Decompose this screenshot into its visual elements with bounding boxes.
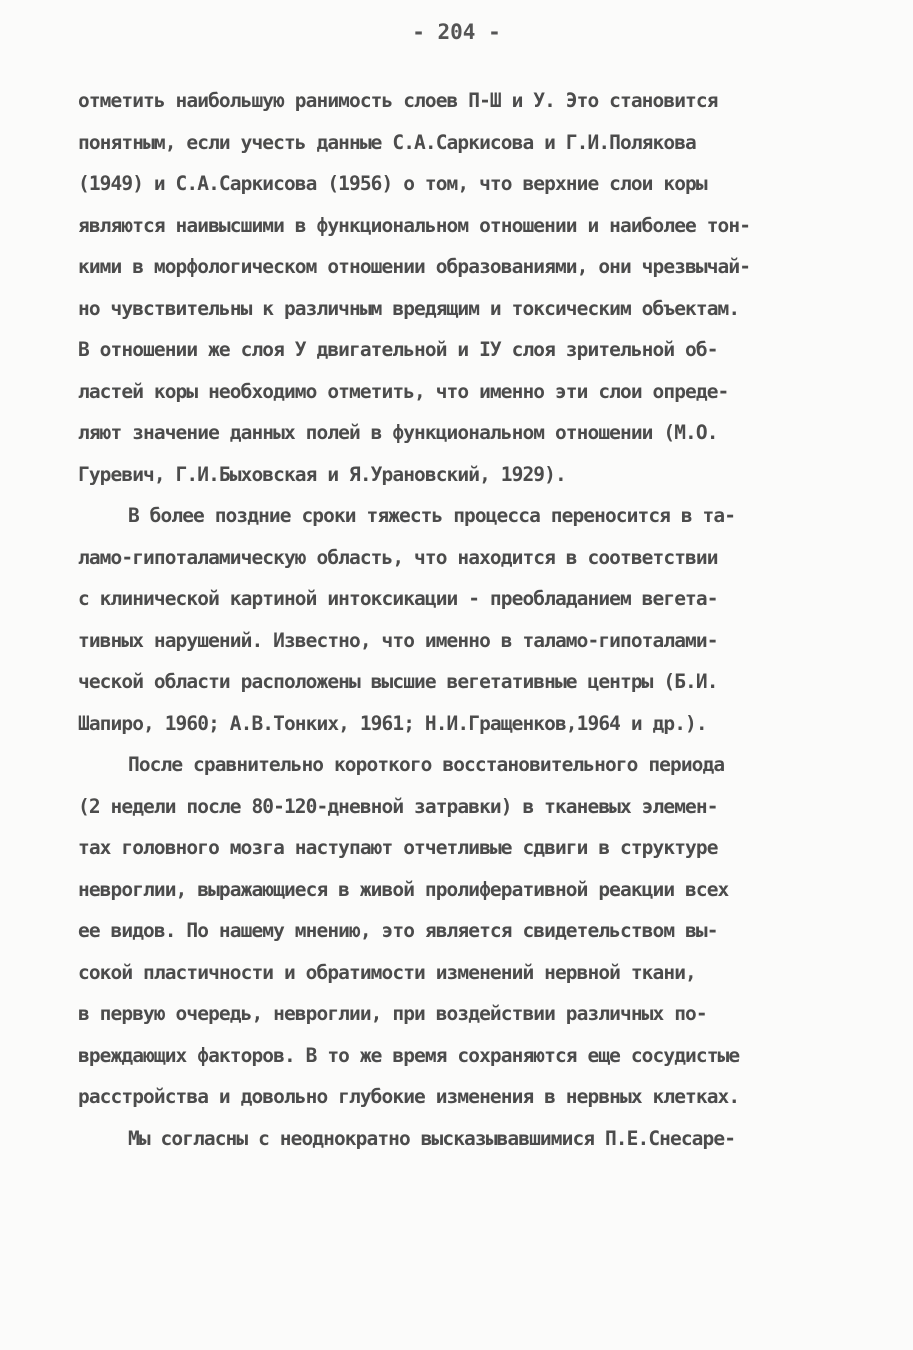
page-number: - 204 - — [412, 20, 501, 44]
text-line: ее видов. По нашему мнению, это является свидетельством вы- — [78, 919, 718, 942]
text-line: с клинической картиной интоксикации - преобладанием вегета- — [78, 587, 718, 610]
text-line: ческой области расположены высшие вегетативные центры (Б.И. — [78, 670, 718, 693]
paragraph-first-line: Мы согласны с неоднократно высказывавшимися П.Е.Снесаре- — [128, 1126, 736, 1150]
text-line: в первую очередь, невроглии, при воздействии различных по- — [78, 1002, 707, 1025]
text-line: ляют значение данных полей в функциональном отношении (М.О. — [78, 421, 718, 444]
document-body — [78, 80, 848, 1159]
text-line: ламо-гипоталамическую область, что находится в соответствии — [78, 545, 718, 569]
text-line: тивных нарушений. Известно, что именно в таламо-гипоталами- — [78, 628, 718, 652]
text-line: расстройства и довольно глубокие изменения в нервных клетках. — [78, 1085, 740, 1108]
paragraph-first-line: После сравнительно короткого восстановительного периода — [128, 753, 725, 776]
text-line: В отношении же слоя У двигательной и IУ слоя зрительной об- — [78, 338, 718, 361]
text-line: являются наивысшими в функциональном отношении и наиболее тон- — [78, 213, 751, 237]
text-line: тах головного мозга наступают отчетливые сдвиги в структуре — [78, 836, 718, 859]
text-line: сокой пластичности и обратимости изменений нервной ткани, — [78, 960, 696, 984]
text-line: но чувствительны к различным вредящим и токсическим объектам. — [78, 296, 740, 320]
text-line: Шапиро, 1960; А.В.Тонких, 1961; Н.И.Гращенков,1964 и др.). — [78, 711, 707, 735]
text-line: вреждающих факторов. В то же время сохраняются еще сосудистые — [78, 1043, 740, 1067]
text-line: ластей коры необходимо отметить, что именно эти слои опреде- — [78, 379, 729, 403]
text-line: невроглии, выражающиеся в живой пролиферативной реакции всех — [78, 877, 729, 901]
text-line: отметить наибольшую ранимость слоев П-Ш и У. Это становится — [78, 89, 718, 112]
text-line: Гуревич, Г.И.Быховская и Я.Урановский, 1929). — [78, 462, 566, 486]
text-line: (2 недели после 80-120-дневной затравки) в тканевых элемен- — [78, 794, 718, 818]
text-line: понятным, если учесть данные С.А.Саркисова и Г.И.Полякова — [78, 130, 696, 154]
paragraph-first-line: В более поздние сроки тяжесть процесса переносится в та- — [128, 504, 736, 527]
text-line: (1949) и С.А.Саркисова (1956) о том, что верхние слои коры — [78, 172, 707, 195]
text-line: кими в морфологическом отношении образованиями, они чрезвычай- — [78, 255, 751, 278]
